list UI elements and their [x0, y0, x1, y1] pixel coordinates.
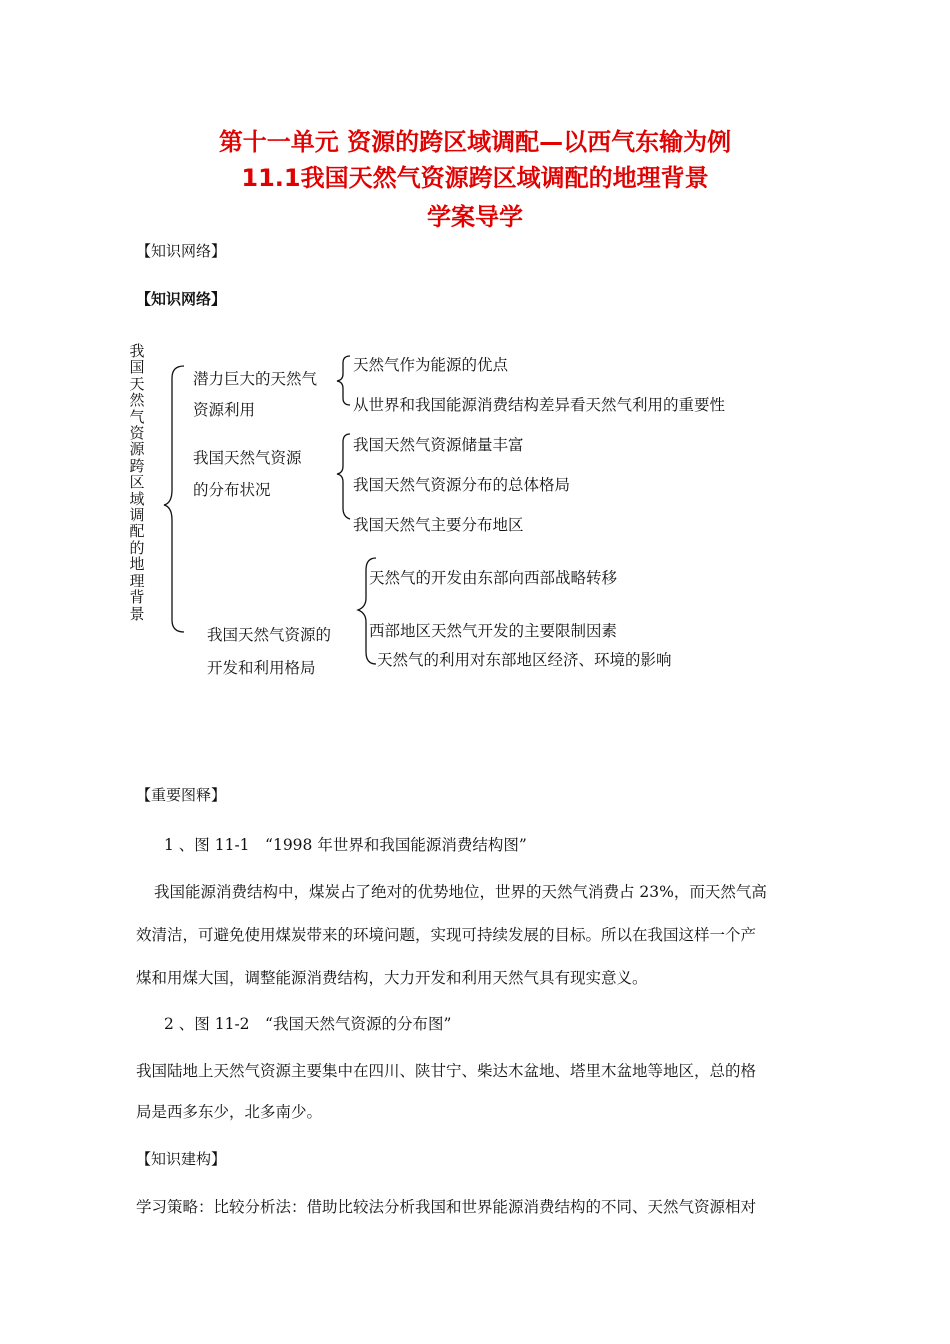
- learning-strategy-line: 学习策略：比较分析法：借助比较法分析我国和世界能源消费结构的不同、天然气资源相对: [136, 1198, 757, 1216]
- knowledge-net-heading-bold: 【知识网络】: [136, 290, 227, 308]
- key-figures-heading: 【重要图释】: [136, 786, 227, 804]
- main-brace: [164, 366, 184, 632]
- branch2-item: 我国天然气主要分布地区: [353, 516, 524, 534]
- branch1-label-line1: 潜力巨大的天然气: [193, 370, 318, 388]
- branch3-item: 西部地区天然气开发的主要限制因素: [369, 622, 618, 640]
- knowledge-net-heading: 【知识网络】: [136, 242, 227, 260]
- branch1-brace: [337, 356, 350, 405]
- figure2-text-line: 局是西多东少，北多南少。: [136, 1103, 323, 1121]
- branch2-label-line1: 我国天然气资源: [193, 449, 302, 467]
- diagram-root-label: 我国天然气资源跨区域调配的地理背景: [129, 342, 145, 623]
- branch2-item: 我国天然气资源分布的总体格局: [353, 476, 571, 494]
- branch3-item: 天然气的利用对东部地区经济、环境的影响: [377, 651, 672, 669]
- branch2-brace: [337, 434, 350, 519]
- branch3-label-line1: 我国天然气资源的: [207, 626, 332, 644]
- branch3-item: 天然气的开发由东部向西部战略转移: [369, 569, 618, 587]
- branch2-item: 我国天然气资源储量丰富: [353, 436, 524, 454]
- knowledge-build-heading: 【知识建构】: [136, 1150, 227, 1168]
- lesson-title: 11.1我国天然气资源跨区域调配的地理背景: [241, 164, 709, 192]
- branch3-label-line2: 开发和利用格局: [207, 659, 316, 677]
- unit-title: 第十一单元 资源的跨区域调配—以西气东输为例: [218, 128, 732, 156]
- figure1-text-line: 效清洁，可避免使用煤炭带来的环境问题，实现可持续发展的目标。所以在我国这样一个产: [136, 926, 757, 944]
- figure2-text-line: 我国陆地上天然气资源主要集中在四川、陕甘宁、柴达木盆地、塔里木盆地等地区，总的格: [136, 1062, 757, 1080]
- figure1-text-line: 煤和用煤大国，调整能源消费结构，大力开发和利用天然气具有现实意义。: [136, 969, 648, 987]
- branch1-item: 天然气作为能源的优点: [353, 356, 509, 374]
- figure2-title: 2 、图 11-2 “我国天然气资源的分布图”: [164, 1015, 452, 1033]
- figure1-text-line: 我国能源消费结构中，煤炭占了绝对的优势地位，世界的天然气消费占 23%，而天然气高: [154, 883, 767, 901]
- branch1-label-line2: 资源利用: [193, 401, 256, 419]
- branch2-label-line2: 的分布状况: [193, 481, 271, 499]
- guide-title: 学案导学: [427, 203, 523, 231]
- branch1-item: 从世界和我国能源消费结构差异看天然气利用的重要性: [353, 396, 726, 414]
- figure1-title: 1 、图 11-1 “1998 年世界和我国能源消费结构图”: [164, 836, 527, 854]
